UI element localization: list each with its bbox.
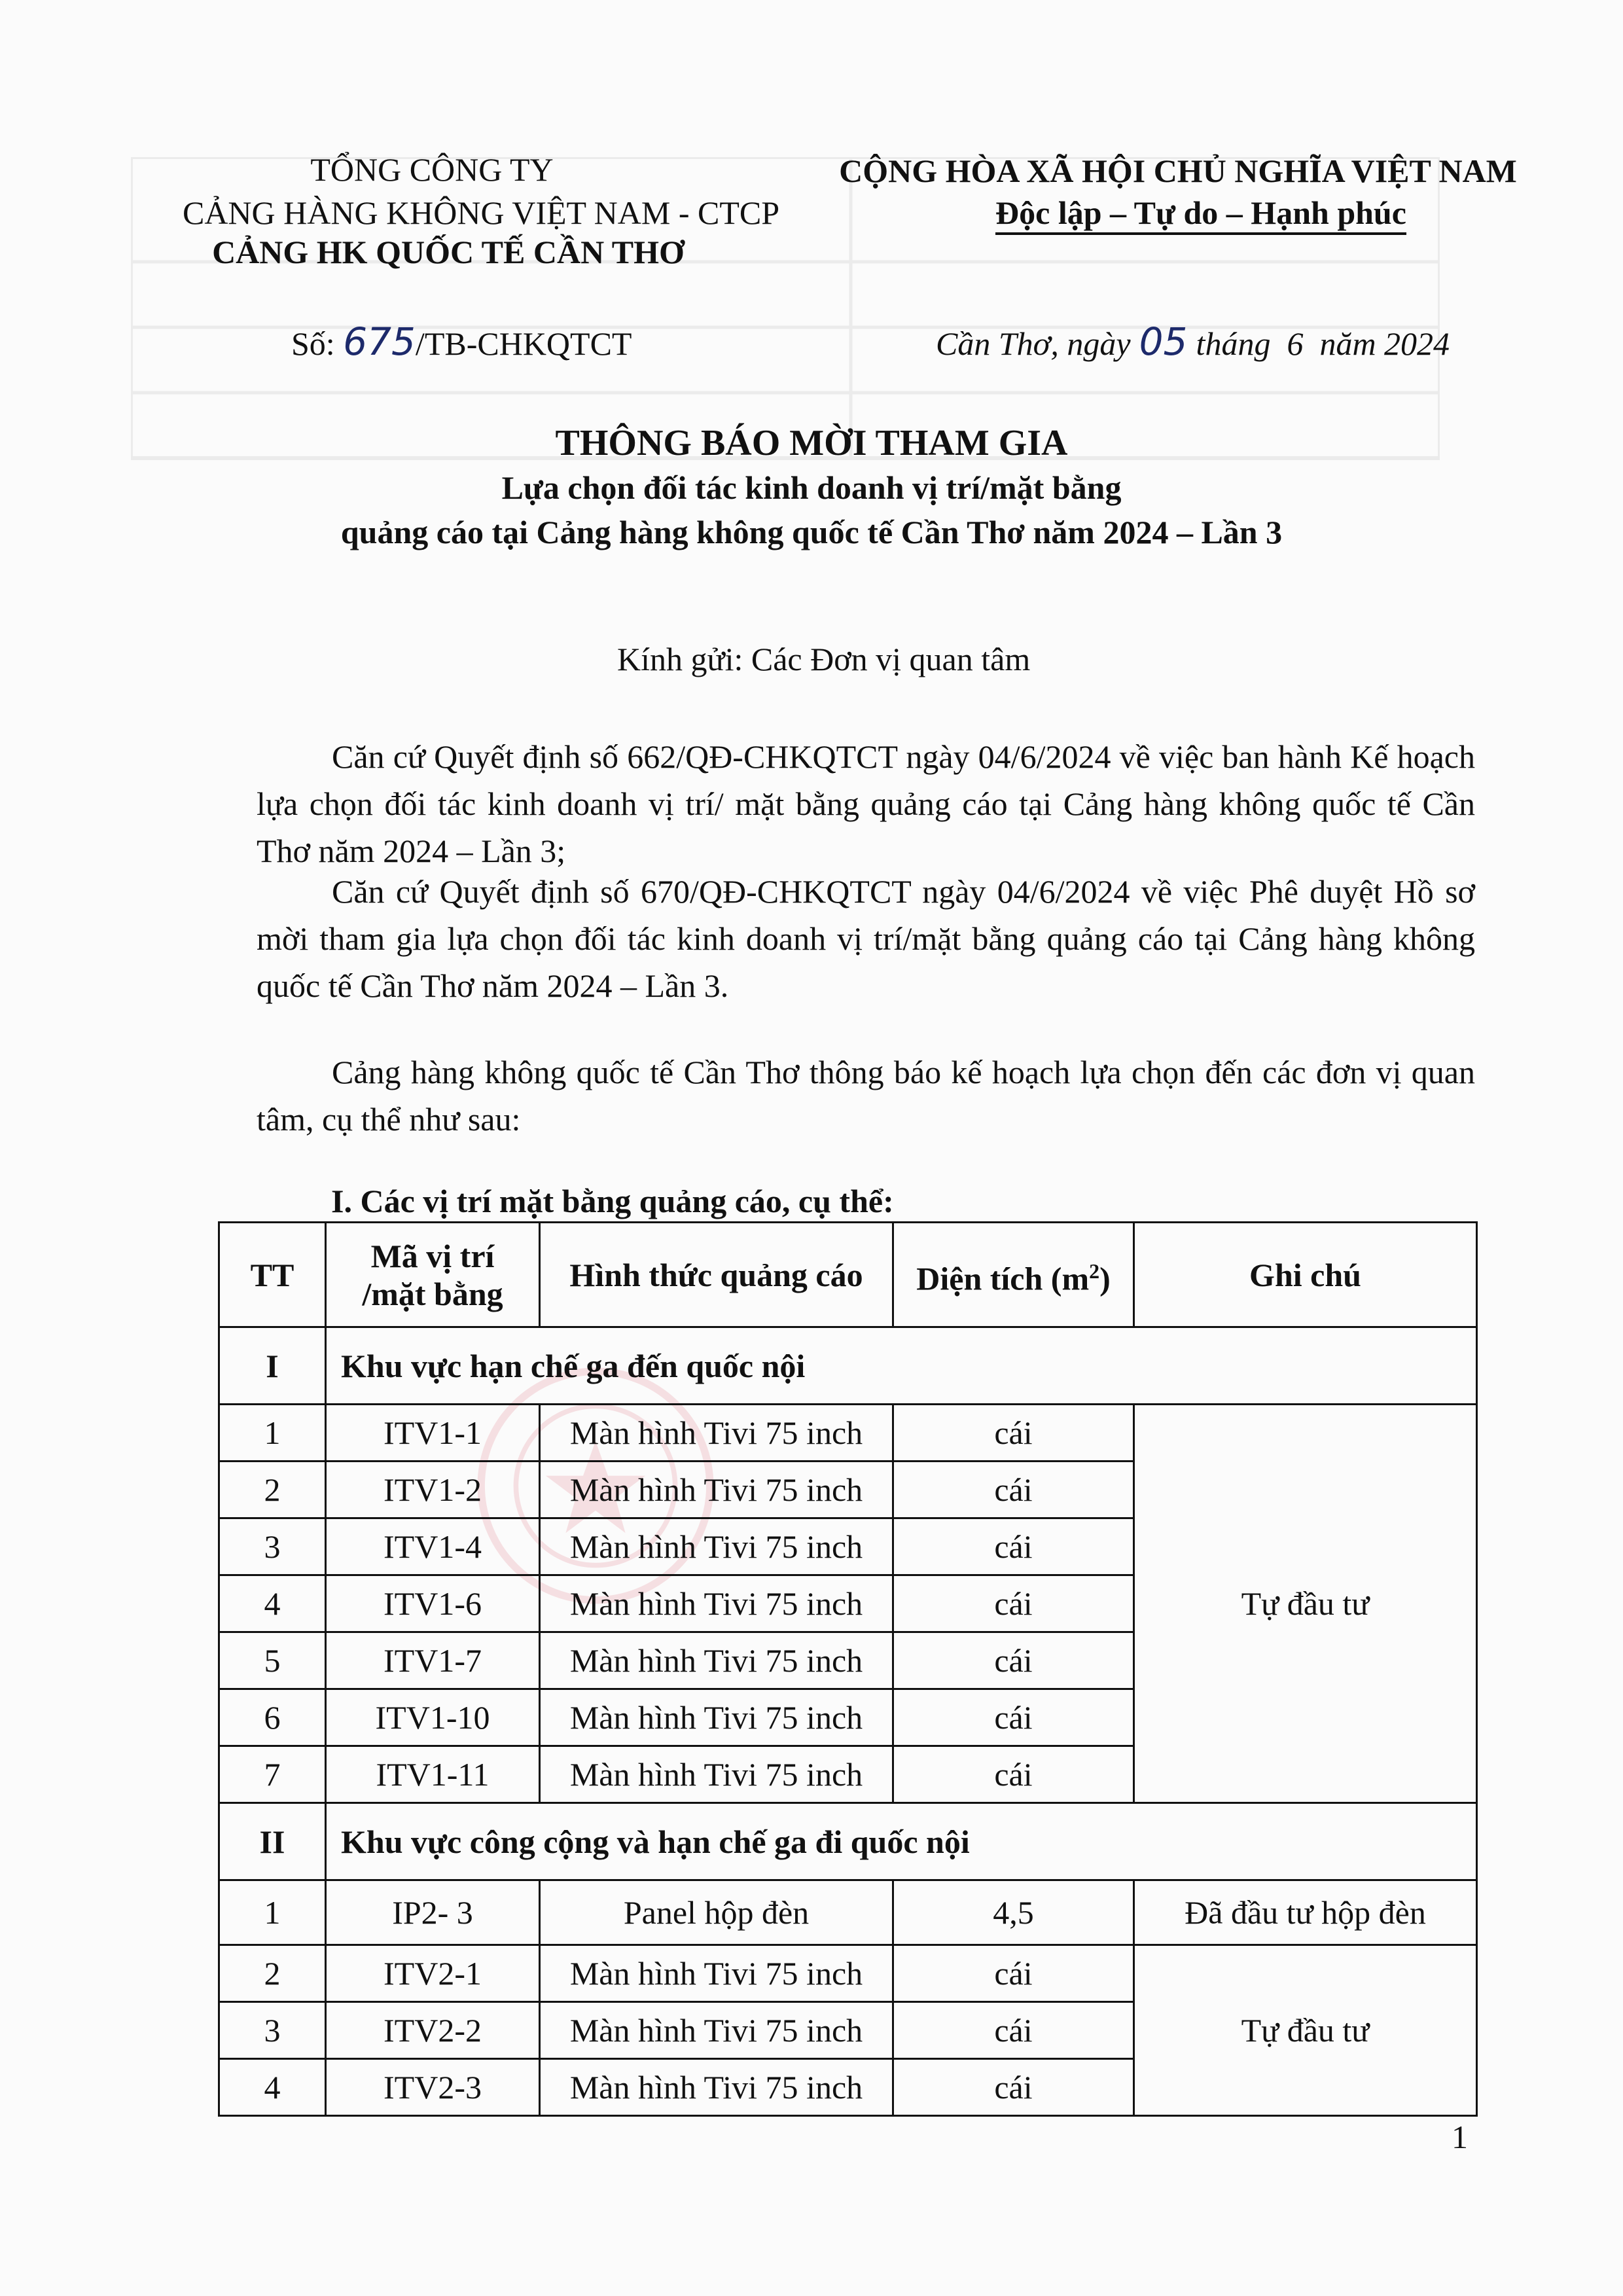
number-suffix: /TB-CHKQTCT	[415, 325, 632, 362]
header-note: Ghi chú	[1134, 1223, 1477, 1327]
date-year: năm 2024	[1319, 325, 1450, 362]
org-name-line2: CẢNG HÀNG KHÔNG VIỆT NAM - CTCP	[182, 194, 780, 231]
cell-code: ITV1-4	[326, 1518, 540, 1575]
table-area-row	[219, 1327, 1477, 1405]
cell-code: ITV1-2	[326, 1462, 540, 1518]
date-prefix: Cần Thơ, ngày	[936, 325, 1131, 362]
cell-form: Màn hình Tivi 75 inch	[540, 2002, 893, 2059]
cell-area: cái	[893, 1945, 1134, 2002]
org-name-line3: CẢNG HK QUỐC TẾ CẦN THƠ	[212, 234, 685, 270]
table-area-row	[219, 1803, 1477, 1880]
table-row	[219, 1880, 1477, 1945]
cell-tt: 1	[219, 1405, 326, 1462]
area-name: Khu vực hạn chế ga đến quốc nội	[326, 1327, 1477, 1405]
cell-tt: 1	[219, 1880, 326, 1945]
cell-note: Tự đầu tư	[1134, 1945, 1477, 2116]
header-tt: TT	[219, 1223, 326, 1327]
cell-tt: 3	[219, 1518, 326, 1575]
document-title: THÔNG BÁO MỜI THAM GIA	[555, 423, 1068, 463]
number-prefix: Số:	[291, 325, 335, 362]
paragraph-decision-662: Căn cứ Quyết định số 662/QĐ-CHKQTCT ngày 04/6/2024 về việc ban hành Kế hoạch lựa chọn đối tác kinh doanh vị trí/ mặt bằng quảng cáo tại Cảng hàng không quốc tế Cần Thơ năm 2024 – Lần 3;	[257, 738, 1475, 869]
paragraph-decision-670: Căn cứ Quyết định số 670/QĐ-CHKQTCT ngày 04/6/2024 về việc Phê duyệt Hồ sơ mời tham gia lựa chọn đối tác kinh doanh vị trí/mặt bằng quảng cáo tại Cảng hàng không quốc tế Cần Thơ năm 2024 – Lần 3.	[257, 873, 1475, 1004]
cell-code: ITV2-1	[326, 1945, 540, 2002]
cell-area: cái	[893, 1689, 1134, 1746]
cell-area: cái	[893, 1405, 1134, 1462]
cell-form: Panel hộp đèn	[540, 1880, 893, 1945]
table-row	[219, 1405, 1477, 1462]
header-area-sup: 2	[1089, 1259, 1100, 1283]
cell-form: Màn hình Tivi 75 inch	[540, 2059, 893, 2116]
cell-tt: 5	[219, 1632, 326, 1689]
header-area-text: Diện tích (m	[916, 1260, 1090, 1297]
header-area	[893, 1223, 1134, 1327]
cell-form: Màn hình Tivi 75 inch	[540, 1689, 893, 1746]
header-code-line2: /mặt bằng	[362, 1275, 503, 1312]
cell-form: Màn hình Tivi 75 inch	[540, 1518, 893, 1575]
cell-area: cái	[893, 1632, 1134, 1689]
cell-area: cái	[893, 1575, 1134, 1632]
handwritten-day: 05	[1139, 319, 1188, 364]
area-number: II	[219, 1803, 326, 1880]
cell-tt: 2	[219, 1945, 326, 2002]
cell-code: ITV1-1	[326, 1405, 540, 1462]
national-motto	[942, 194, 1459, 232]
advertising-positions-table	[218, 1221, 1478, 2117]
header-code	[326, 1223, 540, 1327]
greeting: Kính gửi: Các Đơn vị quan tâm	[617, 641, 1031, 677]
cell-note: Đã đầu tư hộp đèn	[1134, 1880, 1477, 1945]
cell-tt: 7	[219, 1746, 326, 1803]
area-name: Khu vực công cộng và hạn chế ga đi quốc nội	[326, 1803, 1477, 1880]
org-name-line1: TỔNG CÔNG TY	[310, 151, 554, 188]
cell-tt: 3	[219, 2002, 326, 2059]
cell-note: Tự đầu tư	[1134, 1405, 1477, 1803]
cell-form: Màn hình Tivi 75 inch	[540, 1632, 893, 1689]
cell-form: Màn hình Tivi 75 inch	[540, 1945, 893, 2002]
cell-area: cái	[893, 2059, 1134, 2116]
national-motto-text: Độc lập – Tự do – Hạnh phúc	[995, 194, 1406, 235]
cell-code: ITV2-2	[326, 2002, 540, 2059]
header-code-line1: Mã vị trí	[370, 1237, 495, 1274]
header-form: Hình thức quảng cáo	[540, 1223, 893, 1327]
cell-area: 4,5	[893, 1880, 1134, 1945]
cell-area: cái	[893, 1462, 1134, 1518]
document-subtitle-line2: quảng cáo tại Cảng hàng không quốc tế Cần Thơ năm 2024 – Lần 3	[340, 514, 1283, 550]
cell-code: ITV1-7	[326, 1632, 540, 1689]
cell-code: ITV2-3	[326, 2059, 540, 2116]
cell-form: Màn hình Tivi 75 inch	[540, 1746, 893, 1803]
cell-code: ITV1-11	[326, 1746, 540, 1803]
document-number	[291, 319, 632, 364]
date-month: 6	[1287, 325, 1304, 362]
cell-area: cái	[893, 1518, 1134, 1575]
cell-tt: 4	[219, 2059, 326, 2116]
cell-tt: 4	[219, 1575, 326, 1632]
table-row	[219, 1945, 1477, 2002]
cell-code: IP2- 3	[326, 1880, 540, 1945]
cell-form: Màn hình Tivi 75 inch	[540, 1462, 893, 1518]
cell-area: cái	[893, 2002, 1134, 2059]
cell-tt: 2	[219, 1462, 326, 1518]
table-header-row	[219, 1223, 1477, 1327]
page-number: 1	[1452, 2119, 1468, 2155]
header-area-close: )	[1099, 1260, 1111, 1297]
cell-form: Màn hình Tivi 75 inch	[540, 1575, 893, 1632]
document-date	[936, 319, 1450, 364]
cell-code: ITV1-10	[326, 1689, 540, 1746]
cell-code: ITV1-6	[326, 1575, 540, 1632]
national-title: CỘNG HÒA XÃ HỘI CHỦ NGHĨA VIỆT NAM	[839, 152, 1517, 189]
cell-area: cái	[893, 1746, 1134, 1803]
handwritten-number: 675	[343, 319, 416, 364]
date-month-label: tháng	[1196, 325, 1271, 362]
cell-tt: 6	[219, 1689, 326, 1746]
section-title: I. Các vị trí mặt bằng quảng cáo, cụ thể:	[331, 1183, 894, 1219]
document-subtitle-line1: Lựa chọn đối tác kinh doanh vị trí/mặt bằng	[501, 469, 1122, 506]
area-number: I	[219, 1327, 326, 1405]
cell-form: Màn hình Tivi 75 inch	[540, 1405, 893, 1462]
paragraph-announcement: Cảng hàng không quốc tế Cần Thơ thông báo kế hoạch lựa chọn đến các đơn vị quan tâm, cụ thể như sau:	[257, 1054, 1475, 1138]
